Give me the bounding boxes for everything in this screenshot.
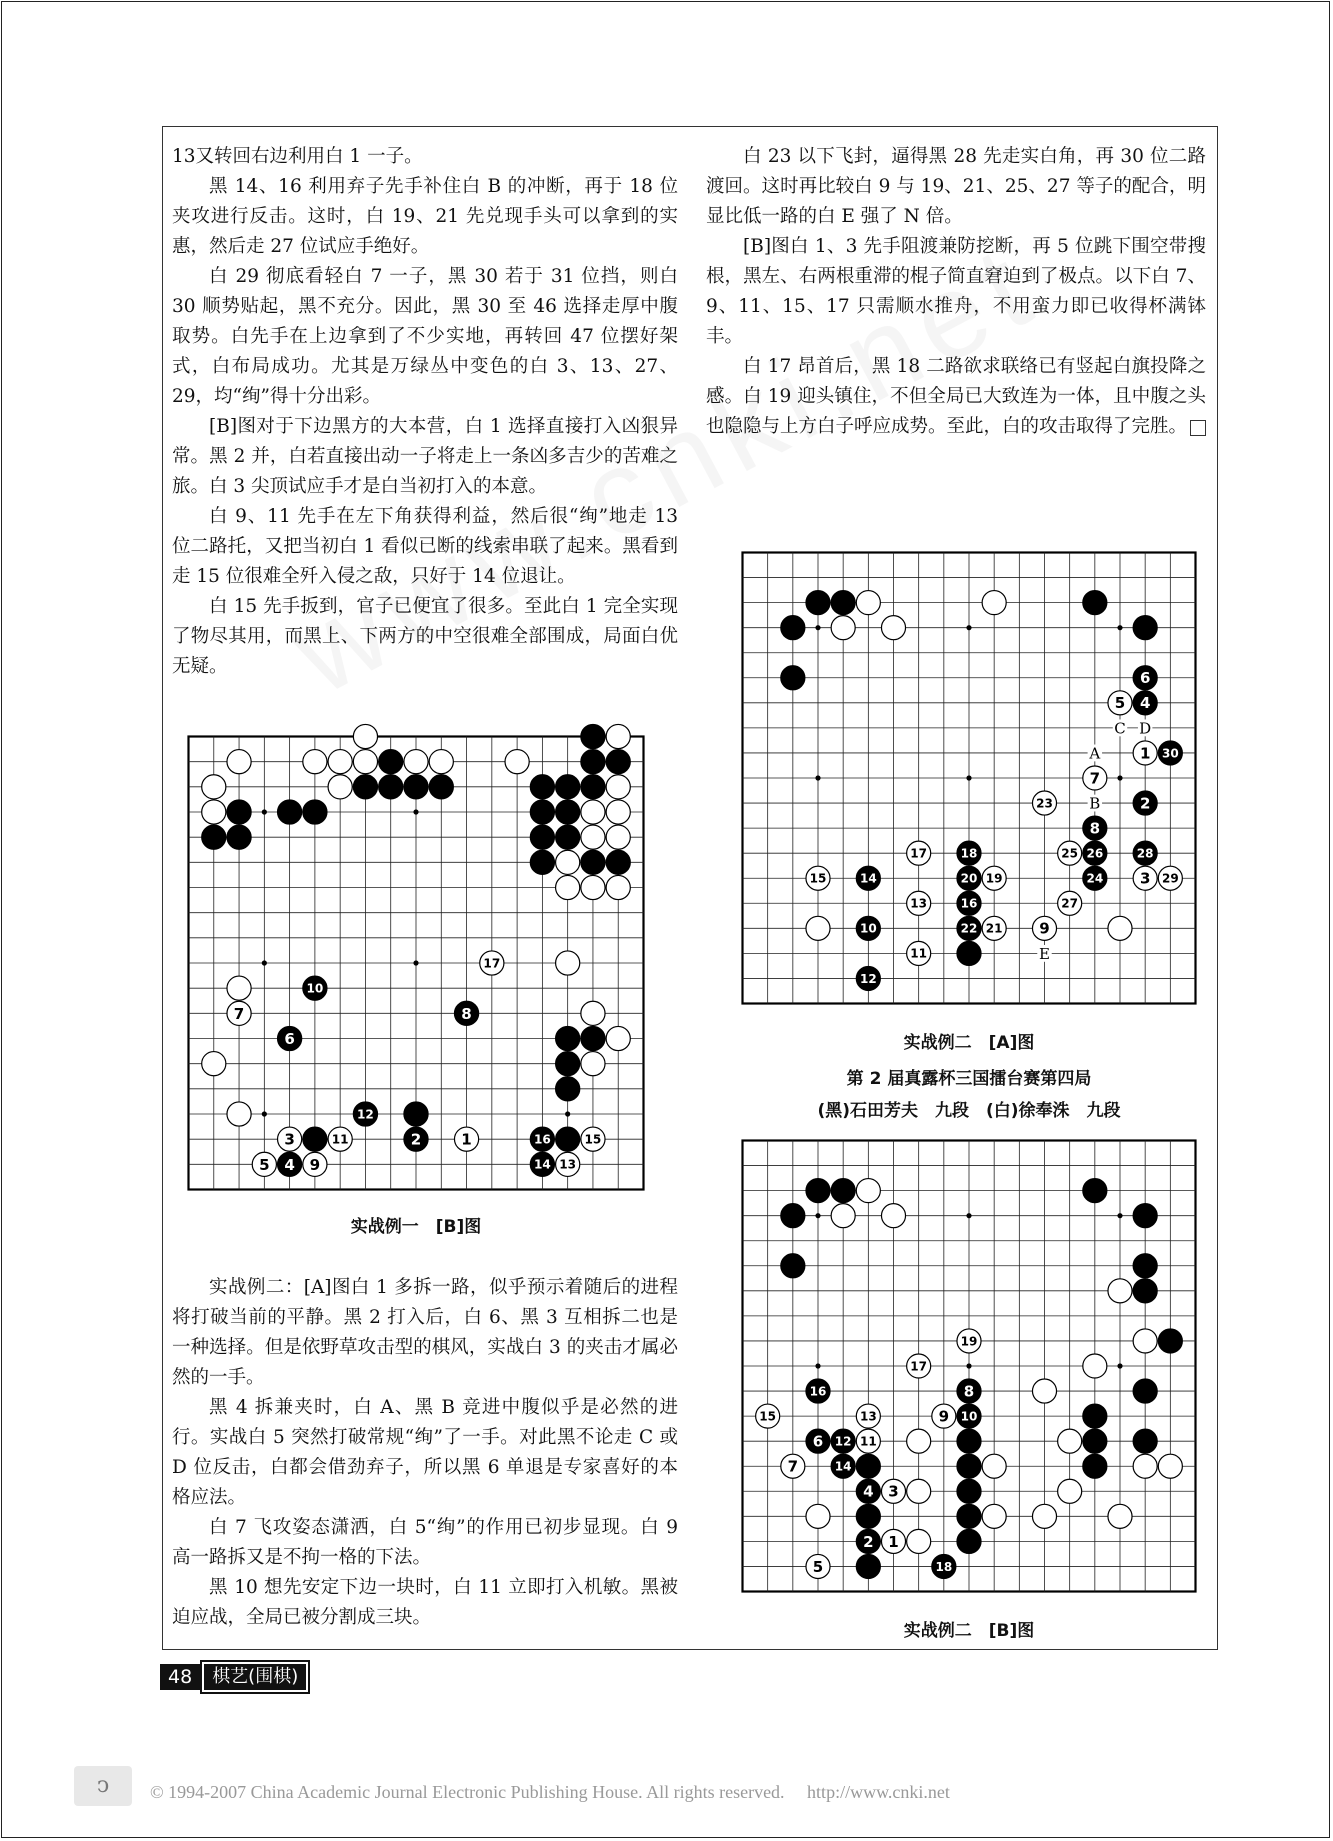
white-stone <box>1058 841 1082 865</box>
white-stone <box>606 724 630 748</box>
black-stone <box>303 976 327 1000</box>
move-number: 17 <box>910 846 928 861</box>
star-point <box>966 625 971 630</box>
white-stone <box>856 1179 880 1203</box>
move-number: 15 <box>809 871 827 886</box>
move-number: 4 <box>1139 694 1151 713</box>
move-number: 21 <box>985 921 1003 936</box>
black-stone <box>856 1504 880 1528</box>
black-stone <box>1133 1254 1157 1278</box>
white-stone <box>1108 916 1132 940</box>
white-stone <box>806 1504 830 1528</box>
move-number: 10 <box>306 981 324 996</box>
move-number: 5 <box>1114 694 1126 713</box>
white-stone <box>1108 1279 1132 1303</box>
white-stone <box>581 1001 605 1025</box>
black-stone <box>1083 1429 1107 1453</box>
white-stone <box>1032 916 1056 940</box>
black-stone <box>556 1052 580 1076</box>
white-stone <box>982 916 1006 940</box>
point-label: E <box>1039 944 1050 963</box>
page-footer <box>160 1664 308 1690</box>
black-stone <box>404 1102 428 1126</box>
white-stone <box>982 1504 1006 1528</box>
black-stone <box>856 1479 880 1503</box>
white-stone <box>606 1026 630 1050</box>
move-number: 15 <box>759 1409 777 1424</box>
star-point <box>262 960 267 965</box>
white-stone <box>227 750 251 774</box>
black-stone <box>227 825 251 849</box>
white-stone <box>278 1127 302 1151</box>
black-stone <box>957 841 981 865</box>
white-stone <box>881 1204 905 1228</box>
move-number: 7 <box>787 1457 799 1476</box>
black-stone <box>556 825 580 849</box>
move-number: 8 <box>1089 819 1101 838</box>
black-stone <box>202 825 226 849</box>
black-stone <box>556 775 580 799</box>
white-stone <box>328 775 352 799</box>
black-stone <box>781 1254 805 1278</box>
star-point <box>262 1111 267 1116</box>
black-stone <box>806 1179 830 1203</box>
white-stone <box>1058 1429 1082 1453</box>
white-stone <box>856 1429 880 1453</box>
move-number: 8 <box>461 1004 472 1023</box>
white-stone <box>556 1152 580 1176</box>
black-stone <box>581 850 605 874</box>
black-stone <box>556 1127 580 1151</box>
black-stone <box>781 1204 805 1228</box>
black-stone <box>957 891 981 915</box>
move-number: 13 <box>859 1409 877 1424</box>
go-diagram-example2-a <box>741 551 1197 1005</box>
star-point <box>262 809 267 814</box>
white-stone <box>404 750 428 774</box>
move-number: 28 <box>1136 846 1154 861</box>
black-stone <box>957 1504 981 1528</box>
paragraph: 黑 4 拆兼夹时，白 A、黑 B 竞进中腹似乎是必然的进行。实战白 5 突然打破常规“绚”了一手。对此黑不论走 C 或 D 位反击，白都会借劲弃子，所以黑 6 单退是专家喜好的本格应法。 <box>172 1397 678 1508</box>
star-point <box>565 1111 570 1116</box>
game-title: 第 2 届真露杯三国擂台赛第四局 <box>846 1069 1092 1089</box>
move-number: 11 <box>859 1434 877 1449</box>
white-stone <box>1158 866 1182 890</box>
move-number: 12 <box>859 971 877 986</box>
white-stone <box>1032 791 1056 815</box>
white-stone <box>1108 1504 1132 1528</box>
white-stone <box>606 875 630 899</box>
white-stone <box>1133 1329 1157 1353</box>
cnki-logo-icon: ↄ <box>74 1766 132 1806</box>
black-stone <box>303 800 327 824</box>
move-number: 10 <box>859 921 877 936</box>
black-stone <box>303 1127 327 1151</box>
black-stone <box>806 1429 830 1453</box>
move-number: 3 <box>1139 869 1151 888</box>
white-stone <box>1133 1454 1157 1478</box>
white-stone <box>353 750 377 774</box>
white-stone <box>982 1454 1006 1478</box>
move-number: 29 <box>1161 871 1179 886</box>
black-stone <box>530 825 554 849</box>
move-number: 4 <box>863 1482 874 1501</box>
black-stone <box>806 1379 830 1403</box>
star-point <box>966 775 971 780</box>
black-stone <box>379 775 403 799</box>
move-number: 25 <box>1061 846 1079 861</box>
black-stone <box>581 1026 605 1050</box>
paragraph: 白 15 先手扳到，官子已便宜了很多。至此白 1 完全实现了物尽其用，而黑上、下两方的中空很难全部围成，局面白优无疑。 <box>172 596 678 677</box>
white-stone <box>429 750 453 774</box>
black-stone <box>856 866 880 890</box>
diagram-caption: 实战例一 [B]图 <box>350 1217 482 1237</box>
paragraph: 白 29 彻底看轻白 7 一子，黑 30 若于 31 位挡，则白 30 顺势贴起，黑不充分。因此，黑 30 至 46 选择走厚中腹取势。白先手在上边拿到了不少实地，再转回 47 位摆好架式，白布局成功。尤其是万绿丛中变色的白 3、13、27、29，均“绚”得十分出彩。 <box>172 266 678 407</box>
star-point <box>1117 1363 1122 1368</box>
go-diagram-example1-b <box>187 735 645 1191</box>
white-stone <box>907 941 931 965</box>
white-stone <box>1032 1504 1056 1528</box>
star-point <box>413 960 418 965</box>
move-number: 16 <box>533 1132 551 1147</box>
white-stone <box>1083 1354 1107 1378</box>
move-number: 9 <box>1039 919 1050 938</box>
magazine-name: 棋艺(围棋) <box>202 1662 308 1692</box>
black-stone <box>353 1102 377 1126</box>
black-stone <box>454 1001 478 1025</box>
move-number: 12 <box>357 1107 374 1122</box>
move-number: 12 <box>834 1434 852 1449</box>
white-stone <box>303 750 327 774</box>
black-stone <box>1133 1204 1157 1228</box>
move-number: 2 <box>1139 794 1151 813</box>
star-point <box>1117 1213 1122 1218</box>
black-stone <box>831 1454 855 1478</box>
white-stone <box>1108 691 1132 715</box>
black-stone <box>957 1429 981 1453</box>
white-stone <box>1058 891 1082 915</box>
white-stone <box>856 591 880 615</box>
move-number: 11 <box>331 1132 349 1147</box>
black-stone <box>831 1429 855 1453</box>
black-stone <box>1133 1429 1157 1453</box>
move-number: 16 <box>960 896 978 911</box>
move-number: 7 <box>233 1004 245 1023</box>
white-stone <box>907 841 931 865</box>
paragraph <box>706 352 1206 442</box>
black-stone <box>404 775 428 799</box>
star-point <box>815 1213 820 1218</box>
black-stone <box>556 1077 580 1101</box>
black-stone <box>856 1454 880 1478</box>
white-stone <box>982 591 1006 615</box>
game-players: (黑)石田芳夫 九段 (白)徐奉洙 九段 <box>817 1101 1121 1121</box>
black-stone <box>1083 1404 1107 1428</box>
star-point <box>1117 625 1122 630</box>
paragraph: 白 7 飞攻姿态潇洒，白 5“绚”的作用已初步显现。白 9 高一路拆又是不拘一格的下法。 <box>172 1517 678 1568</box>
white-stone <box>480 951 504 975</box>
move-number: 14 <box>533 1157 551 1172</box>
paragraph: 13又转回右边利用白 1 一子。 <box>172 146 423 167</box>
black-stone <box>1083 591 1107 615</box>
white-stone <box>505 750 529 774</box>
move-number: 20 <box>960 871 978 886</box>
white-stone <box>907 891 931 915</box>
diagram-caption: 实战例二 [A]图 <box>903 1033 1035 1053</box>
white-stone <box>202 800 226 824</box>
move-number: 6 <box>1139 669 1151 688</box>
white-stone <box>1058 1479 1082 1503</box>
move-number: 3 <box>888 1482 899 1501</box>
black-stone <box>379 750 403 774</box>
black-stone <box>353 775 377 799</box>
black-stone <box>278 1026 302 1050</box>
white-stone <box>227 976 251 1000</box>
point-label: A <box>1089 744 1101 763</box>
white-stone <box>556 875 580 899</box>
paragraph: [B]图白 1、3 先手阻渡兼防挖断，再 5 位跳下围空带搜根，黑左、右两根重滞的棍子简直窘迫到了极点。以下白 7、9、11、15、17 只需顺水推舟，不用蛮力即已收得杯满钵丰。 <box>706 236 1206 347</box>
move-number: 23 <box>1036 796 1053 811</box>
move-number: 7 <box>1089 769 1101 788</box>
star-point <box>815 1363 820 1368</box>
black-stone <box>1158 1329 1182 1353</box>
white-stone <box>556 951 580 975</box>
black-stone <box>1083 1454 1107 1478</box>
white-stone <box>581 1127 605 1151</box>
white-stone <box>1158 1454 1182 1478</box>
white-stone <box>881 616 905 640</box>
black-stone <box>831 591 855 615</box>
white-stone <box>353 724 377 748</box>
move-number: 1 <box>1139 744 1151 763</box>
paragraph: 白 9、11 先手在左下角获得利益，然后很“绚”地走 13 位二路托，又把当初白 1 看似已断的线索串联了起来。黑看到走 15 位很难全歼入侵之敌，只好于 14 位退让。 <box>172 506 678 587</box>
black-stone <box>806 591 830 615</box>
white-stone <box>806 916 830 940</box>
white-stone <box>581 875 605 899</box>
move-number: 6 <box>812 1432 824 1451</box>
move-number: 1 <box>461 1130 472 1149</box>
move-number: 14 <box>859 871 877 886</box>
left-column-top <box>172 142 678 682</box>
paragraph: [B]图对于下边黑方的大本营，白 1 选择直接打入凶狠异常。黑 2 并，白若直接出动一子将走上一条凶多吉少的苦难之旅。白 3 尖顶试应手才是白当初打入的本意。 <box>172 416 678 497</box>
left-column-bottom <box>172 1273 678 1633</box>
point-label: B <box>1089 794 1101 813</box>
black-stone <box>606 850 630 874</box>
black-stone <box>957 1479 981 1503</box>
black-stone <box>957 1529 981 1553</box>
star-point <box>815 775 820 780</box>
paragraph-text: 白 17 昂首后，黑 18 二路欲求联络已有竖起白旗投降之感。白 19 迎头镇住，不但全局已大致连为一体，且中腹之头也隐隐与上方白子呼应成势。至此，白的攻击取得了完胜。 <box>706 356 1206 437</box>
white-stone <box>932 1404 956 1428</box>
black-stone <box>1133 1279 1157 1303</box>
black-stone <box>581 775 605 799</box>
move-number: 10 <box>960 1409 978 1424</box>
white-stone <box>982 866 1006 890</box>
move-number: 18 <box>960 846 978 861</box>
white-stone <box>454 1127 478 1151</box>
black-stone <box>1133 841 1157 865</box>
black-stone <box>1133 691 1157 715</box>
move-number: 19 <box>985 871 1003 886</box>
move-number: 14 <box>834 1459 852 1474</box>
black-stone <box>957 941 981 965</box>
white-stone <box>806 1554 830 1578</box>
move-number: 27 <box>1061 896 1079 911</box>
move-number: 11 <box>910 946 928 961</box>
star-point <box>815 625 820 630</box>
white-stone <box>806 866 830 890</box>
white-stone <box>831 1204 855 1228</box>
star-point <box>1117 775 1122 780</box>
white-stone <box>907 1479 931 1503</box>
black-stone <box>781 616 805 640</box>
black-stone <box>781 666 805 690</box>
black-stone <box>957 1379 981 1403</box>
white-stone <box>831 616 855 640</box>
move-number: 2 <box>410 1130 422 1149</box>
white-stone <box>227 1001 251 1025</box>
white-stone <box>581 825 605 849</box>
white-stone <box>202 775 226 799</box>
diagram-caption: 实战例二 [B]图 <box>903 1621 1035 1641</box>
white-stone <box>581 1052 605 1076</box>
white-stone <box>227 1102 251 1126</box>
white-stone <box>328 750 352 774</box>
star-point <box>966 1363 971 1368</box>
black-stone <box>1083 1179 1107 1203</box>
white-stone <box>556 850 580 874</box>
move-number: 15 <box>584 1132 602 1147</box>
white-stone <box>606 800 630 824</box>
star-point <box>413 809 418 814</box>
point-label: D <box>1139 719 1152 738</box>
move-number: 8 <box>963 1382 975 1401</box>
black-stone <box>856 966 880 990</box>
move-number: 1 <box>888 1532 899 1551</box>
black-stone <box>856 916 880 940</box>
move-number: 24 <box>1086 871 1104 886</box>
white-stone <box>328 1127 352 1151</box>
move-number: 6 <box>284 1029 295 1048</box>
copyright-line: © 1994-2007 China Academic Journal Electronic Publishing House. All rights reserved. http://www.cnki.net <box>150 1782 950 1802</box>
black-stone <box>1133 1379 1157 1403</box>
page-number: 48 <box>160 1664 200 1690</box>
move-number: 2 <box>863 1532 874 1551</box>
move-number: 5 <box>259 1155 270 1174</box>
black-stone <box>1083 841 1107 865</box>
black-stone <box>278 800 302 824</box>
black-stone <box>581 724 605 748</box>
move-number: 3 <box>284 1130 295 1149</box>
black-stone <box>278 1152 302 1176</box>
move-number: 18 <box>935 1559 953 1574</box>
move-number: 16 <box>809 1384 827 1399</box>
white-stone <box>581 800 605 824</box>
move-number: 9 <box>309 1155 321 1174</box>
black-stone <box>530 850 554 874</box>
white-stone <box>606 825 630 849</box>
black-stone <box>404 1127 428 1151</box>
white-stone <box>856 1404 880 1428</box>
black-stone <box>556 800 580 824</box>
white-stone <box>303 1152 327 1176</box>
white-stone <box>1133 741 1157 765</box>
white-stone <box>252 1152 276 1176</box>
black-stone <box>1158 741 1182 765</box>
white-stone <box>756 1404 780 1428</box>
black-stone <box>429 775 453 799</box>
move-number: 19 <box>960 1334 978 1349</box>
black-stone <box>1133 616 1157 640</box>
black-stone <box>530 800 554 824</box>
star-point <box>966 1213 971 1218</box>
black-stone <box>581 750 605 774</box>
black-stone <box>856 1554 880 1578</box>
white-stone <box>907 1354 931 1378</box>
black-stone <box>227 800 251 824</box>
paragraph: 黑 14、16 利用弃子先手补住白 B 的冲断，再于 18 位夹攻进行反击。这时，白 19、21 先兑现手头可以拿到的实惠，然后走 27 位试应手绝好。 <box>172 176 678 257</box>
white-stone <box>202 1052 226 1076</box>
paragraph: 黑 10 想先安定下边一块时，白 11 立即打入机敏。黑被迫应战，全局已被分割成三块。 <box>172 1577 678 1628</box>
white-stone <box>907 1529 931 1553</box>
right-column <box>706 142 1206 442</box>
black-stone <box>957 866 981 890</box>
black-stone <box>606 750 630 774</box>
move-number: 30 <box>1161 746 1179 761</box>
move-number: 22 <box>960 921 978 936</box>
move-number: 26 <box>1086 846 1104 861</box>
black-stone <box>957 1454 981 1478</box>
move-number: 4 <box>284 1155 295 1174</box>
paragraph: 实战例二：[A]图白 1 多拆一路，似乎预示着随后的进程将打破当前的平静。黑 2 打入后，白 6、黑 3 互相拆二也是一种选择。但是依野草攻击型的棋风，实战白 3 的夹击才属必然的一手。 <box>172 1277 678 1388</box>
black-stone <box>1133 791 1157 815</box>
black-stone <box>530 775 554 799</box>
move-number: 5 <box>812 1557 824 1576</box>
black-stone <box>957 1404 981 1428</box>
move-number: 17 <box>910 1359 928 1374</box>
black-stone <box>1083 866 1107 890</box>
white-stone <box>881 1529 905 1553</box>
move-number: 13 <box>559 1157 577 1172</box>
black-stone <box>530 1127 554 1151</box>
black-stone <box>856 1529 880 1553</box>
white-stone <box>957 1329 981 1353</box>
black-stone <box>831 1179 855 1203</box>
black-stone <box>556 1026 580 1050</box>
move-number: 17 <box>483 956 501 971</box>
black-stone <box>1083 816 1107 840</box>
end-mark <box>1190 420 1206 436</box>
paragraph: 白 23 以下飞封，逼得黑 28 先走实白角，再 30 位二路渡回。这时再比较白 9 与 19、21、25、27 等子的配合，明显比低一路的白 E 强了 N 倍。 <box>706 146 1206 227</box>
white-stone <box>881 1479 905 1503</box>
white-stone <box>1133 866 1157 890</box>
white-stone <box>606 775 630 799</box>
white-stone <box>1032 1379 1056 1403</box>
black-stone <box>1133 666 1157 690</box>
move-number: 9 <box>938 1407 950 1426</box>
white-stone <box>907 1429 931 1453</box>
black-stone <box>957 916 981 940</box>
white-stone <box>781 1454 805 1478</box>
point-label: C <box>1114 719 1126 738</box>
black-stone <box>530 1152 554 1176</box>
black-stone <box>932 1554 956 1578</box>
move-number: 13 <box>910 896 928 911</box>
white-stone <box>1083 766 1107 790</box>
go-diagram-example2-b <box>741 1139 1197 1593</box>
